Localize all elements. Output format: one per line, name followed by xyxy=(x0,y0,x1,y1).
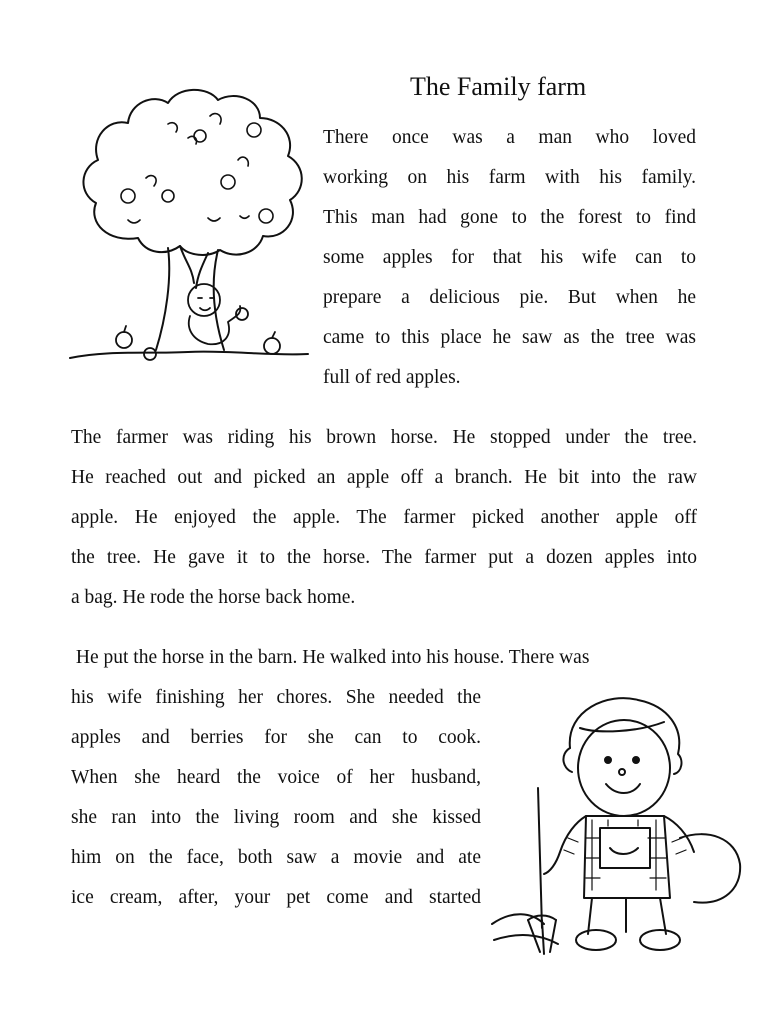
text-line: This man had gone to the forest to find xyxy=(323,207,696,228)
text-line: He put the horse in the barn. He walked into his house. There was xyxy=(71,647,590,668)
farmer-paragraph xyxy=(71,418,697,618)
text-line: came to this place he saw as the tree was xyxy=(323,327,696,348)
text-line: There once was a man who loved xyxy=(323,127,696,148)
text-line: him on the face, both saw a movie and ate xyxy=(71,847,481,868)
text-line: apples and berries for she can to cook. xyxy=(71,727,481,748)
text-line: some apples for that his wife can to xyxy=(323,247,696,268)
farmer-boy-with-pitchfork-icon xyxy=(488,688,744,960)
text-line: apple. He enjoyed the apple. The farmer picked another apple off xyxy=(71,507,697,528)
intro-paragraph xyxy=(323,118,696,398)
text-line: the tree. He gave it to the horse. The farmer put a dozen apples into xyxy=(71,547,697,568)
text-line: ice cream, after, your pet come and started xyxy=(71,887,481,908)
text-line: full of red apples. xyxy=(323,367,461,388)
text-line: When she heard the voice of her husband, xyxy=(71,767,481,788)
apple-tree-with-child-icon xyxy=(68,78,318,368)
text-line: a bag. He rode the horse back home. xyxy=(71,587,356,608)
text-line: prepare a delicious pie. But when he xyxy=(323,287,696,308)
text-line: working on his farm with his family. xyxy=(323,167,696,188)
text-line: his wife finishing her chores. She needed the xyxy=(71,687,481,708)
house-paragraph-first-line xyxy=(71,638,697,678)
page-title: The Family farm xyxy=(410,72,587,101)
text-line: she ran into the living room and she kissed xyxy=(71,807,481,828)
text-line: The farmer was riding his brown horse. He stopped under the tree. xyxy=(71,427,697,448)
house-paragraph xyxy=(71,678,481,918)
text-line: He reached out and picked an apple off a branch. He bit into the raw xyxy=(71,467,697,488)
